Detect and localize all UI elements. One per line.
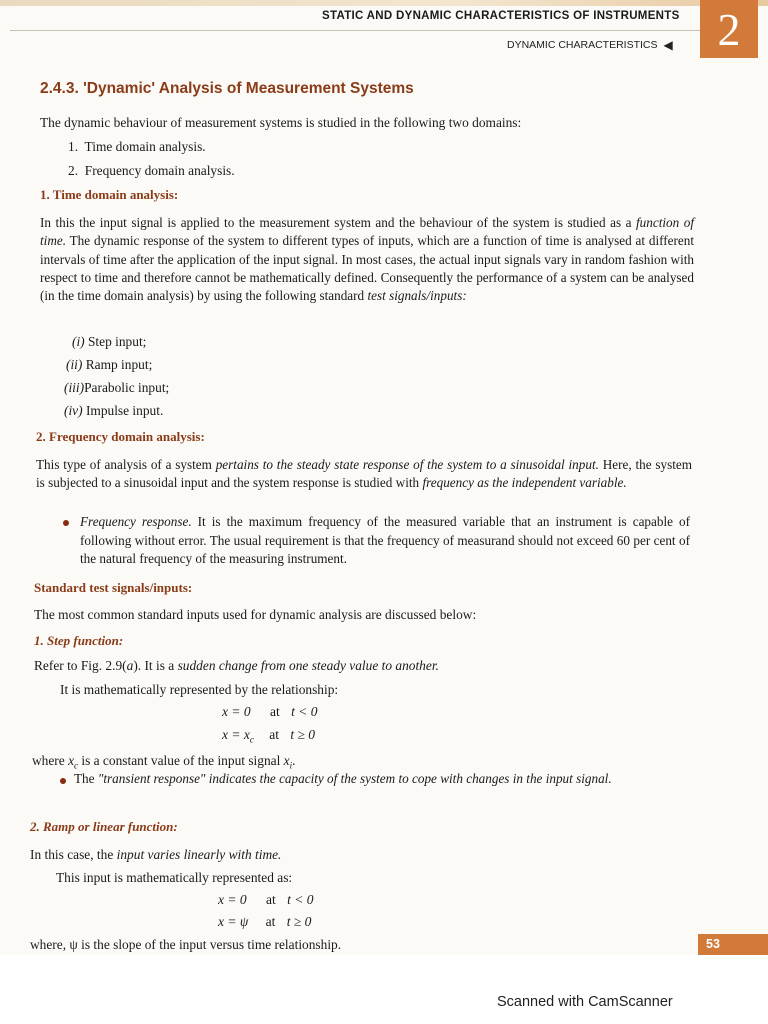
chapter-number: 2 [717,3,741,55]
bullet-icon [63,520,69,526]
running-header-title: STATIC AND DYNAMIC CHARACTERISTICS OF INSTRUMENTS [322,10,680,22]
step-italic: sudden change from one steady value to another. [177,658,439,673]
camscanner-watermark: Scanned with CamScanner [497,994,673,1010]
running-header-subtitle [507,38,673,52]
domain-item-1 [68,138,206,155]
step-ref: Refer to Fig. 2.9( [34,658,127,673]
eq-lhs: x = x [222,727,250,742]
eq-subscript: c [249,734,254,745]
step-fig-letter: a [126,658,134,673]
page-number: 53 [698,934,768,955]
input-num: (iii) [64,380,85,395]
where-end: . [292,753,296,768]
td-line-5: Consequently the performance of a system can be analysed (in the time domain analysis) by using the [40,269,694,304]
tr-line-2: signal. [576,771,612,786]
step-line-1 [34,657,439,674]
input-label: Parabolic input; [84,380,170,395]
section-heading: 2.4.3. 'Dynamic' Analysis of Measurement Systems [40,80,414,97]
td-line-6-italic: test signals/inputs: [367,288,467,304]
input-item-3 [64,379,169,396]
ramp-line-2: This input is mathematically represented as: [56,870,293,885]
chapter-tab [700,0,758,58]
ramp-equation-1 [218,892,313,908]
tr-italic: "transient response" indicates the capacity of the system to cope with changes in the input [97,771,573,786]
fd-line-1-italic: pertains to the steady state response of the system to a sinusoidal input. [215,457,599,472]
eq-lhs: x = ψ [218,914,249,929]
where-start: where [32,753,69,768]
eq-at: at [269,727,279,742]
bullet-icon [60,778,66,784]
ramp-function-heading: 2. Ramp or linear function: [30,819,178,834]
top-strip [0,0,768,6]
td-line-1: In this the input signal is applied to the measurement system and the behaviour of the system is studied as a [40,215,632,230]
frequency-domain-heading: 2. Frequency domain analysis: [36,429,205,444]
time-domain-heading: 1. Time domain analysis: [40,187,179,202]
where-var: x [68,753,75,768]
eq-at: at [269,704,280,719]
eq-lhs: x = 0 [222,704,251,719]
fr-line-3: not exceed 60 per cent of the natural frequency of the measuring instrument. [80,532,690,566]
ramp-start: In this case, the [30,847,117,862]
time-domain-paragraph [40,214,694,305]
ramp-where-line: where, ψ is the slope of the input versus time relationship. [30,937,342,952]
ramp-equation-2 [218,914,311,930]
domain-item-2 [68,162,235,179]
eq-cond: t < 0 [287,892,314,907]
header-rule [10,30,700,31]
input-item-1 [72,333,146,350]
step-equation-1 [222,704,317,720]
step-line-2: It is mathematically represented by the relationship: [60,682,339,697]
input-item-2 [66,356,152,373]
fr-line-1: It is the maximum frequency of the measured variable that an instrument is [191,514,627,529]
eq-at: at [265,892,276,907]
frequency-domain-paragraph [36,456,692,493]
input-label: Step input; [84,334,147,349]
fr-line-2: capable of following without error. The usual requirement is that the frequency of measurand should [80,514,690,548]
eq-at: at [265,914,276,929]
input-num: (i) [72,334,85,349]
left-triangle-icon: ◀ [663,38,673,52]
step-mid: ). It is a [133,658,178,673]
standard-inputs-intro: The most common standard inputs used for dynamic analysis are discussed below: [34,607,477,622]
eq-lhs: x = 0 [218,892,247,907]
fd-line-1-end: Here, [598,457,632,472]
domain-num: 2. [68,163,79,178]
where-mid: is a constant value of the input signal [78,753,284,768]
ramp-line-1 [30,846,281,863]
fd-line-2-start: the system is subjected to a sinusoidal input and the system response is studied with [36,457,693,491]
domain-label: Frequency domain analysis. [84,163,235,178]
fr-term: Frequency response. [80,514,192,529]
tr-start: The [74,771,98,786]
transient-response-bullet [74,770,690,789]
eq-cond: t < 0 [291,704,318,719]
where-sub: c [74,760,79,771]
fd-line-2-italic: frequency as the [422,475,509,491]
td-line-3: is analysed at different intervals of time after the application of the input signal. In most cases, the actual input [40,233,695,267]
eq-cond: t ≥ 0 [290,727,316,742]
ramp-italic: input varies linearly with time. [116,847,282,862]
td-italic-function-of-time: function of time. [40,215,695,249]
input-label: Impulse input. [82,403,164,418]
input-label: Ramp input; [82,357,153,372]
standard-inputs-heading: Standard test signals/inputs: [34,580,193,595]
input-item-4 [64,402,163,419]
step-equation-2 [222,727,315,745]
domain-num: 1. [68,139,79,154]
input-num: (ii) [66,357,83,372]
td-line-4: signals vary in random fashion with respect to time and therefore cannot be mathematically defined. [40,251,695,285]
fd-line-3-italic: independent variable. [511,475,627,491]
domain-label: Time domain analysis. [84,139,206,154]
frequency-response-bullet [80,513,690,569]
step-function-heading: 1. Step function: [34,633,124,648]
where-var2: x [283,753,290,768]
where-sub2: i [289,760,293,771]
td-line-2-rest: The dynamic response of the system to different types of inputs, which are a function of time [66,233,570,249]
input-num: (iv) [64,403,83,418]
subtitle-text: DYNAMIC CHARACTERISTICS [507,39,658,51]
intro-text: The dynamic behaviour of measurement systems is studied in the following two domains: [40,115,522,130]
eq-cond: t ≥ 0 [286,914,312,929]
fd-line-1-start: This type of analysis of a system [36,457,216,472]
td-line-6-start: following standard [264,288,368,304]
